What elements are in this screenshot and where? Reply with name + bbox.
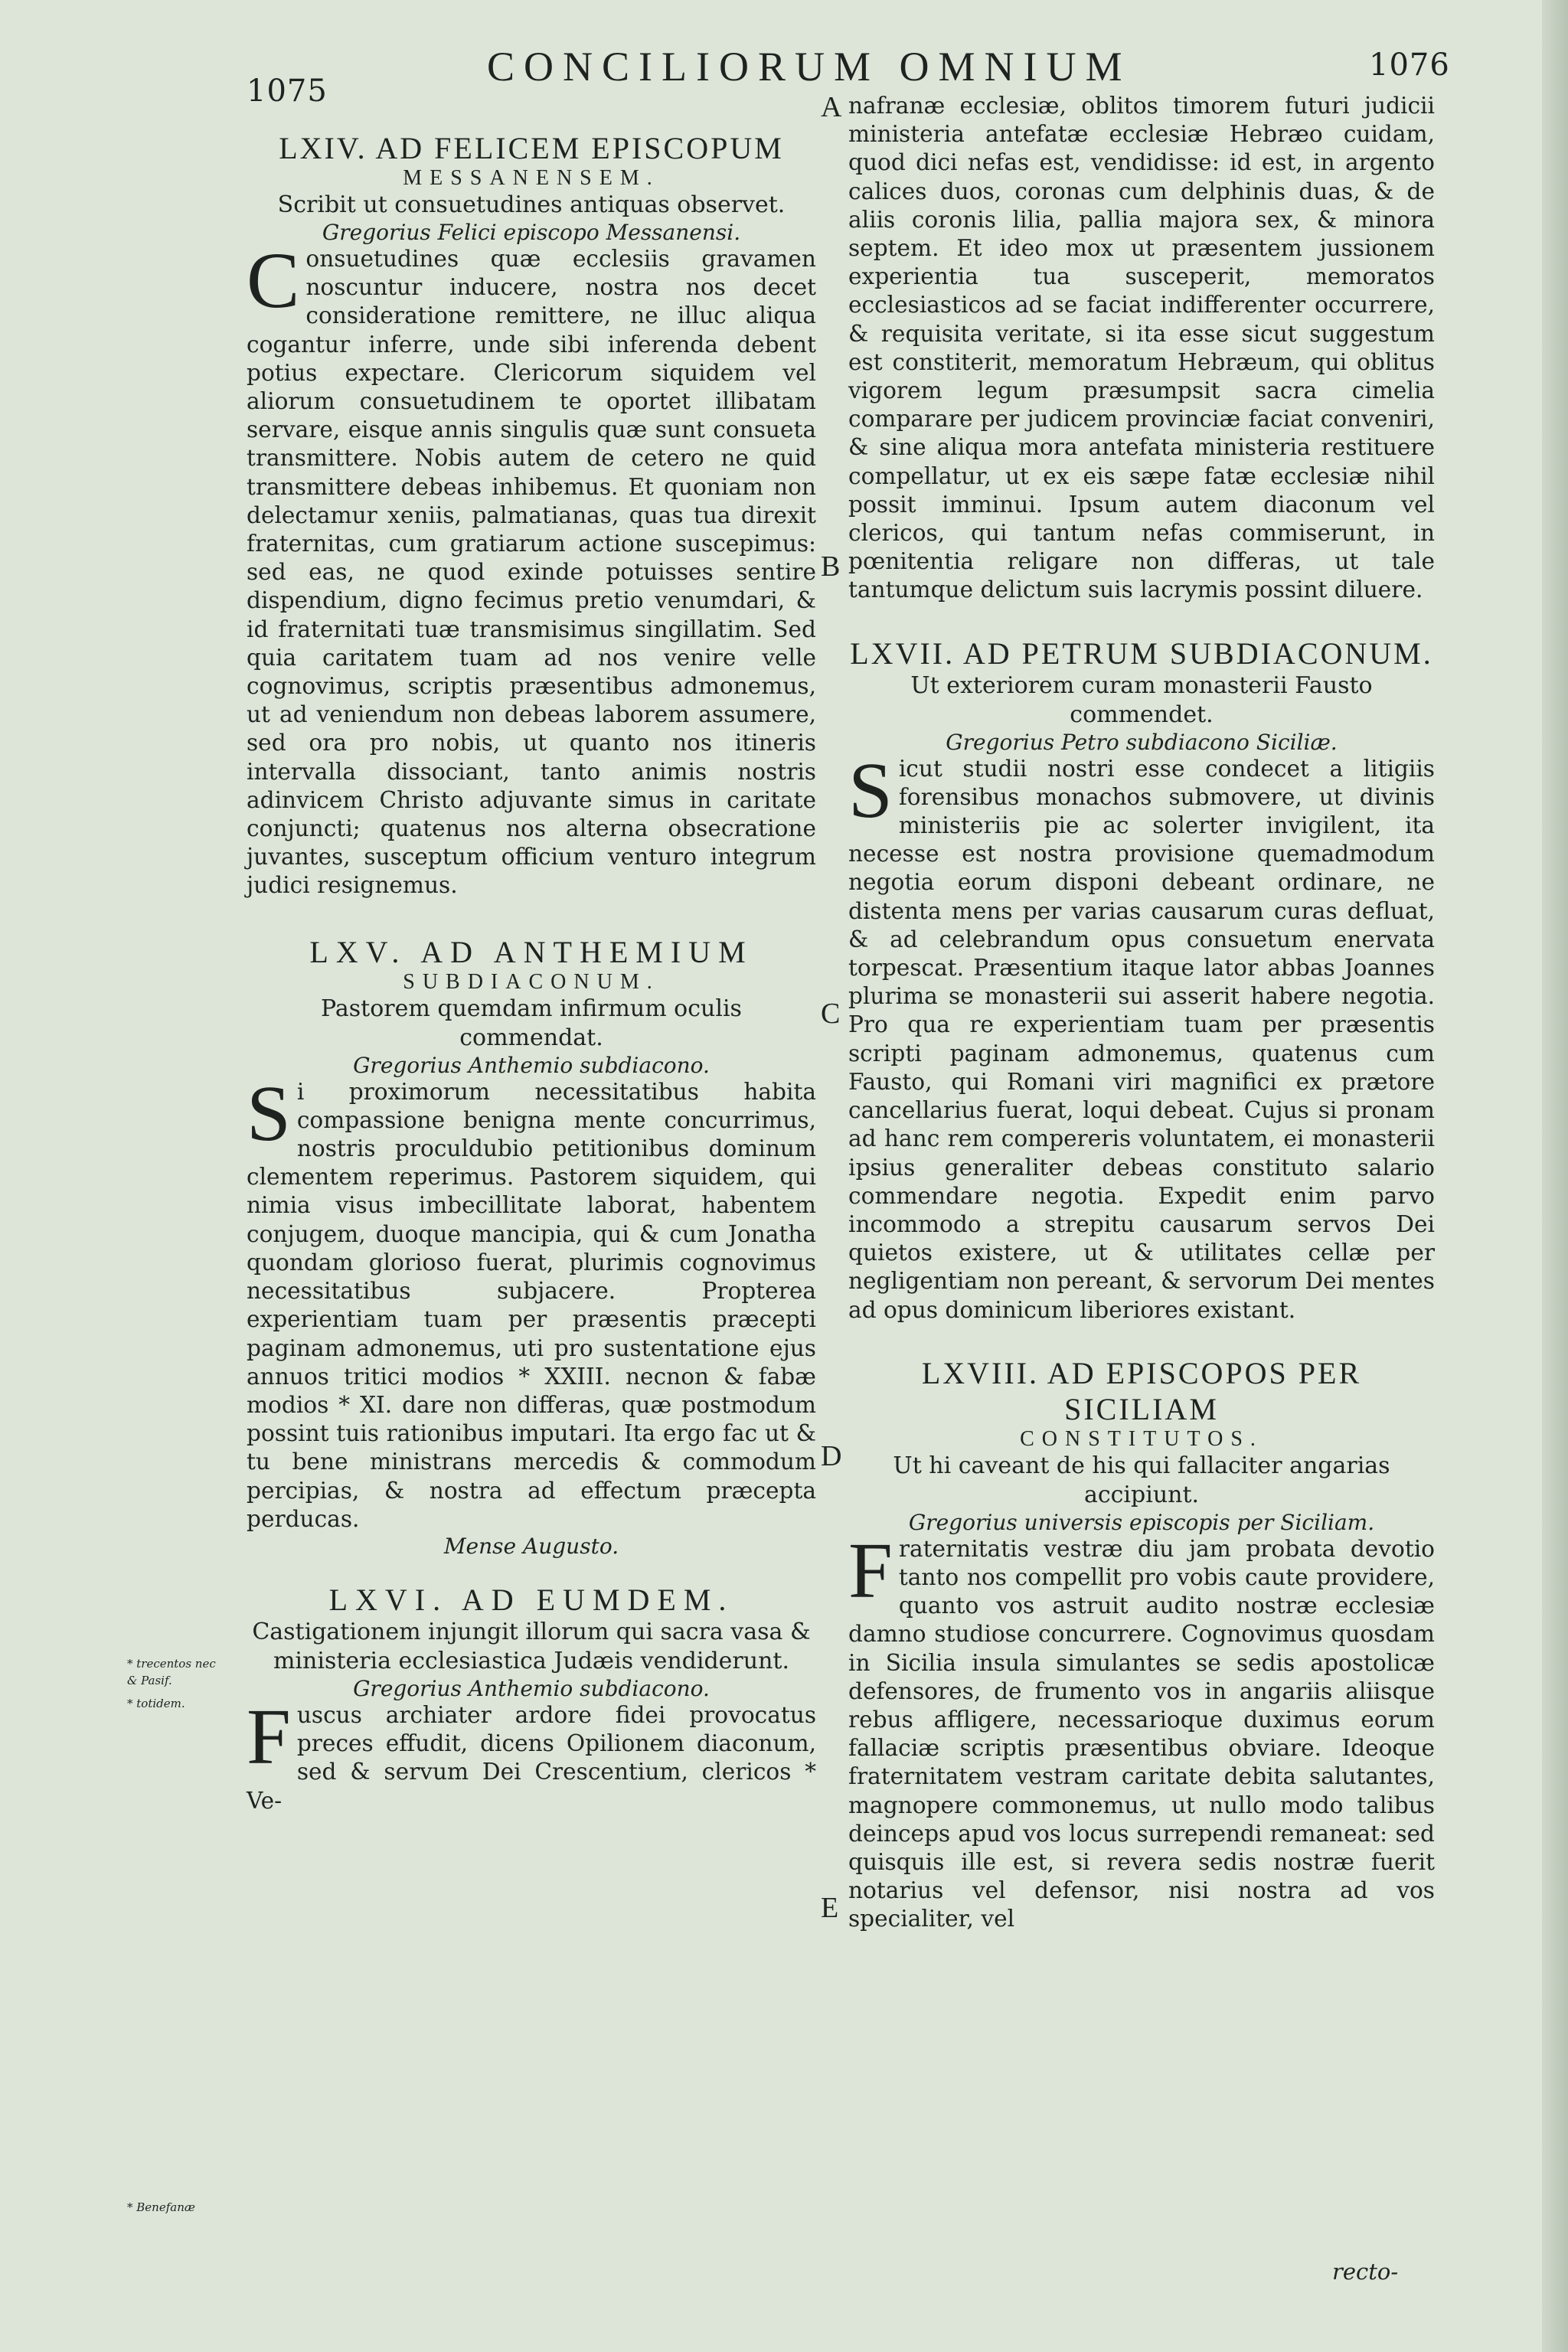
drop-cap: C	[247, 237, 300, 325]
letter-address-66: Gregorius Anthemio subdiacono.	[353, 1675, 710, 1701]
page-number-right: 1076	[1369, 47, 1450, 83]
page-edge	[1542, 0, 1568, 2352]
letter-body-66	[247, 1692, 816, 1815]
letter-body-64	[247, 237, 816, 900]
letter-subheading-64: MESSANENSEM.	[403, 166, 660, 190]
catchword: recto-	[1332, 2259, 1399, 2285]
margin-note-2: * totidem.	[127, 1697, 185, 1710]
letter-heading-64: LXIV. AD FELICEM EPISCOPUM	[279, 131, 784, 165]
letter-text-68: raternitatis vestræ diu jam probata devotio tanto nos compellit pro vobis caute providere, quanto vos astruit audito nostræ ecclesiæ damno studiose concurrere. Cognovimus quosdam in Sicilia insula simulantes se sedis apostolicæ defensores, de frumento vos in angariis aliisque rebus affligere, necessarioque duximus eorum fallaciæ scriptis præsentibus obviare. Ideoque fraternitatem vestram caritate debita salutantes, magnopere commonemus, ut nullo modo talibus deinceps apud vos locus surrependi remaneat: sed quisquis ille est, si revera sedis nostræ fuerit notarius vel defensor, nisi nostra ad vos specialiter, vel	[848, 1535, 1435, 1932]
letter-summary-68: Ut hi caveant de his qui fallaciter angarias accipiunt.	[893, 1452, 1390, 1508]
drop-cap: S	[247, 1069, 291, 1158]
margin-note-1: * trecentos nec & Pasif.	[127, 1657, 216, 1687]
left-column	[247, 130, 816, 1815]
letter-text-65: i proximorum necessitatibus habita compassione benigna mente concurrimus, nostris proculdubio petitionibus dominum clementem reperimus. Pastorem siquidem, qui nimia visus imbecillitate laborat, habentem conjugem, duoque mancipia, qui & cum Jonatha quondam glorioso fuerat, plurimis cognovimus necessitatibus subjacere. Propterea experientiam tuam per præsentis præcepti paginam admonemus, uti pro sustentatione ejus annuos tritici modios * XXIII. necnon & fabæ modios * XI. dare non differas, quæ postmodum possint tuis rationibus imputari. Ita ergo fac ut & tu bene ministrans mercedis & commodum percipias, & nostra ad effectum præcepta perducas.	[247, 1078, 816, 1532]
letter-summary-66: Castigationem injungit illorum qui sacra vasa & ministeria ecclesiastica Judæis vendiderunt.	[252, 1618, 811, 1674]
letter-text-67: icut studii nostri esse condecet a litigiis forensibus monachos submovere, ut divinis ministeriis pie ac solerter invigilent, ita necesse est nostra provisione quemadmodum negotia eorum disponi debeant ordinare, ne distenta mens per varias causarum curas defluat, & ad celebrandum opus consuetum enervata torpescat. Præsentium itaque lator abbas Joannes plurima se monasterii sui asserit habere negotia. Pro qua re experientiam tuam per præsentis scripti paginam admonemus, quatenus cum Fausto, qui Romani viri magnifici ex prætore cancellarius fuerat, loqui debeat. Cujus si pronam ad hanc rem compereris voluntatem, ei monasterii ipsius generaliter debeas constituto salario commendare negotia. Expedit enim parvo incommodo a strepitu causarum servos Dei quietos existere, ut & utilitates cellæ per negligentiam non pereant, & servorum Dei mentes ad opus dominicum liberiores existant.	[848, 755, 1435, 1323]
drop-cap: F	[848, 1526, 893, 1615]
section-marker-b: B	[821, 550, 841, 583]
letter-address-67: Gregorius Petro subdiacono Siciliæ.	[946, 729, 1338, 755]
letter-summary-64: Scribit ut consuetudines antiquas observet.	[277, 191, 786, 218]
letter-text-66-continued: nafranæ ecclesiæ, oblitos timorem futuri judicii ministeria antefatæ ecclesiæ Hebræo cuidam, quod dici nefas est, vendidisse: id est, in argento calices duos, coronas cum delphinis duas, & de aliis coronis lilia, pallia majora sex, & minora septem. Et ideo mox ut præsentem jussionem experientia tua susceperit, memoratos ecclesiasticos ad se faciat indifferenter occurrere, & requisita veritate, si ita esse sicut suggestum est constiterit, memoratum Hebræum, qui oblitus vigorem legum præsumpsit sacra cimelia comparare per judicem provinciæ faciat conveniri, & sine aliqua mora antefata ministeria restituere compellatur, ut ex eis sæpe fatæ ecclesiæ nihil possit imminui. Ipsum autem diaconum vel clericos, qui tantum nefas commiserunt, in pœnitentia religare non differas, ut tale tantumque delictum suis lacrymis possint diluere.	[848, 93, 1435, 603]
letter-summary-65: Pastorem quemdam infirmum oculis commendat.	[321, 995, 742, 1051]
letter-date-65: Mense Augusto.	[443, 1533, 619, 1559]
letter-address-65: Gregorius Anthemio subdiacono.	[353, 1052, 710, 1078]
drop-cap: F	[247, 1692, 291, 1781]
section-marker-e: E	[821, 1892, 839, 1924]
letter-body-68	[848, 1526, 1435, 1934]
page-number-left: 1075	[247, 74, 328, 109]
letter-heading-65: LXV. AD ANTHEMIUM	[309, 934, 753, 969]
letter-body-67	[848, 746, 1435, 1325]
letter-heading-67: LXVII. AD PETRUM SUBDIACONUM.	[850, 635, 1433, 671]
letter-summary-67: Ut exteriorem curam monasterii Fausto commendet.	[910, 671, 1373, 728]
margin-note-3: * Benefanæ	[127, 2200, 195, 2214]
letter-heading-66: LXVI. AD EUMDEM.	[328, 1582, 734, 1617]
section-marker-a: A	[821, 91, 842, 123]
section-marker-c: C	[821, 998, 841, 1030]
letter-subheading-68: CONSTITUTOS.	[1020, 1426, 1263, 1451]
drop-cap: S	[848, 746, 893, 835]
right-column	[848, 92, 1435, 1934]
letter-body-65	[247, 1069, 816, 1534]
letter-address-64: Gregorius Felici episcopo Messanensi.	[322, 220, 741, 245]
section-marker-d: D	[821, 1440, 842, 1472]
letter-text-66: uscus archiater ardore fidei provocatus preces effudit, dicens Opilionem diaconum, sed & servum Dei Crescentium, clericos * Ve-	[247, 1701, 816, 1814]
letter-text-64: onsuetudines quæ ecclesiis gravamen noscuntur inducere, nostra nos decet consideratione remittere, ne illuc aliqua cogantur inferre, unde sibi inferenda debent potius expectare. Clericorum siquidem vel aliorum consuetudinem te oportet illibatam servare, eisque annis singulis quæ sunt consueta transmittere. Nobis autem de cetero ne quid transmittere debeas inhibemus. Et quoniam non delectamur xeniis, palmatianas, quas tua direxit fraternitas, cum gratiarum actione suscepimus: sed eas, ne quod exinde potuisses sentire dispendium, digno fecimus pretio venumdari, & id fraternitati tuæ transmisimus singillatim. Sed quia caritatem tuam ad nos venire velle cognovimus, scriptis præsentibus admonemus, ut ad veniendum non debeas laborem assumere, sed ora pro nobis, ut quanto nos itineris intervalla dissociant, tanto animis nostris adinvicem Christo adjuvante simus in caritate conjuncti; quatenus nos alterna obsecratione juvantes, susceptum officium venturo integrum judici resignemus.	[247, 246, 816, 899]
running-title: CONCILIORUM OMNIUM	[487, 44, 1132, 90]
letter-heading-68: LXVIII. AD EPISCOPOS PER SICILIAM	[921, 1355, 1362, 1426]
letter-subheading-65: SUBDIACONUM.	[403, 969, 660, 994]
letter-address-68: Gregorius universis episcopis per Siciliam.	[908, 1509, 1375, 1535]
